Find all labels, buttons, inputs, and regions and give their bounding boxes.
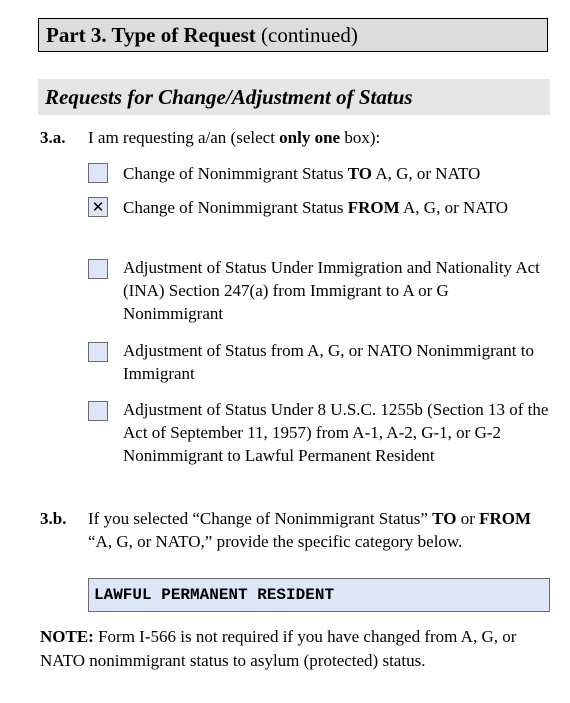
- part-header: [38, 18, 548, 52]
- part-title: Part 3. Type of Request: [46, 23, 256, 47]
- option-label: Change of Nonimmigrant Status TO A, G, or NATO: [123, 164, 481, 183]
- checkbox-adjustment-to-immigrant[interactable]: [88, 342, 108, 362]
- part-title-suffix: (continued): [255, 23, 358, 47]
- checkbox-adjustment-1255b[interactable]: [88, 401, 108, 421]
- question-number-3b: 3.b.: [40, 509, 67, 528]
- option-label: Change of Nonimmigrant Status FROM A, G, or NATO: [123, 198, 509, 217]
- option-label: Adjustment of Status from A, G, or NATO Nonimmigrant to Immigrant: [123, 341, 534, 383]
- note-paragraph: NOTE: Form I-566 is not required if you have changed from A, G, or NATO nonimmigrant status to asylum (protected) status.: [40, 627, 517, 670]
- option-label: Adjustment of Status Under 8 U.S.C. 1255b (Section 13 of the Act of September 11, 1957) from A-1, A-2, G-1, or G-2 Nonimmigrant to Lawful Permanent Resident: [123, 400, 549, 465]
- checkbox-change-to[interactable]: [88, 163, 108, 183]
- checkbox-adjustment-247a[interactable]: [88, 259, 108, 279]
- question-prompt-3b: If you selected “Change of Nonimmigrant Status” TO or FROM “A, G, or NATO,” provide the specific category below.: [88, 509, 532, 551]
- checkmark-x-icon: ✕: [91, 197, 105, 216]
- option-label: Adjustment of Status Under Immigration and Nationality Act (INA) Section 247(a) from Immigrant to A or G Nonimmigrant: [123, 258, 540, 323]
- question-number-3a: 3.a.: [40, 128, 66, 147]
- note-label: NOTE:: [40, 627, 94, 646]
- section-title: Requests for Change/Adjustment of Status: [38, 79, 550, 115]
- checkbox-change-from[interactable]: [88, 197, 108, 217]
- question-prompt-3a: I am requesting a/an (select only one box):: [88, 128, 381, 147]
- category-input[interactable]: LAWFUL PERMANENT RESIDENT: [88, 578, 550, 612]
